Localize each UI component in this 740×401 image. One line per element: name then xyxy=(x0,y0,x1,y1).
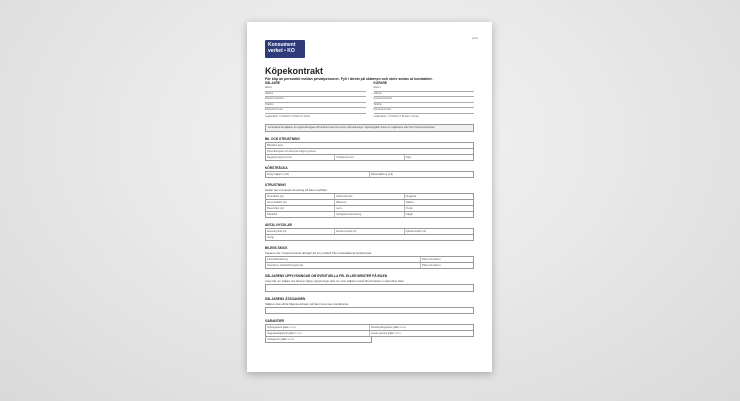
form-row xyxy=(265,256,474,263)
buyer-field[interactable]: Personnummer xyxy=(374,108,475,114)
buyer-field[interactable]: Namn xyxy=(374,86,475,92)
form-row xyxy=(265,263,474,269)
form-cell[interactable]: Mätarställning (mil) xyxy=(371,172,393,176)
form-cell[interactable]: Nybilsgaranti gäller t.o.m. xyxy=(266,325,370,330)
logo-line-1: Konsument xyxy=(268,42,296,48)
seller-heading: SÄLJARE xyxy=(265,81,280,85)
form-cell[interactable]: Enligt säljaren (mil) xyxy=(266,172,370,177)
mileage-heading: KÖRSTRÄCKA xyxy=(265,165,288,170)
form-cell[interactable]: Plats och datum: xyxy=(422,263,442,267)
form-cell[interactable]: Vagnskadegaranti gäller t.o.m. xyxy=(266,331,370,336)
form-cell[interactable]: Registreringsnummer xyxy=(266,155,335,160)
promises-input[interactable] xyxy=(265,307,474,314)
seller-field[interactable]: Personnummer xyxy=(265,108,366,114)
form-cell[interactable]: Bilmärke (typ) xyxy=(267,143,283,147)
form-cell[interactable]: Motorvärmare xyxy=(335,194,404,199)
form-cell[interactable]: Övrigt xyxy=(267,235,274,239)
form-cell[interactable]: Huvudnyckel (st) xyxy=(266,229,335,234)
form-cell[interactable]: Annan garanti gäller t.o.m. xyxy=(371,331,402,335)
seller-field[interactable]: Postnummer/ort xyxy=(265,97,366,103)
form-cell[interactable]: Kontrollbesiktning: xyxy=(266,257,421,262)
form-cell[interactable]: Takräcke xyxy=(266,212,335,217)
form-cell[interactable]: Larm xyxy=(335,206,404,211)
konsumentverket-logo xyxy=(265,40,305,58)
form-row xyxy=(265,171,474,178)
form-row xyxy=(265,228,474,235)
keys-heading: ANTAL NYCKLAR xyxy=(265,222,292,227)
form-cell[interactable]: Takbox xyxy=(405,200,414,204)
buyer-field[interactable]: Postnummer/ort xyxy=(374,97,475,103)
equipment-heading: UTRUSTNING xyxy=(265,182,286,187)
buyer-id-line[interactable]: Legitimation: ☐ Körkort ☐ ID-kort ☐ Annat xyxy=(373,114,419,118)
warranty-heading: GARANTIER xyxy=(265,318,284,323)
page-title: Köpekontrakt xyxy=(265,66,324,76)
form-cell[interactable]: Reservnyckel (st) xyxy=(335,229,404,234)
form-cell[interactable]: Reservhjul (st) xyxy=(266,206,335,211)
vehicle-heading: BIL OCH UTRUSTNING xyxy=(265,136,300,141)
defects-heading: SÄLJARENS UPPLYSNINGAR OM EVENTUELLA FEL ELLER BRISTER PÅ BILEN xyxy=(265,273,388,278)
ownership-notice: Kontrollera att säljaren är registrerad ägare till fordonet samt kör korten på betalningen. Ägaruppgifter finner du i ägarbevis eller hos Transportstyrelsen. xyxy=(265,124,474,132)
buyer-heading: KÖPARE xyxy=(373,81,387,85)
form-cell[interactable]: Kontroll av testbesiktning/ovrigt: xyxy=(266,263,421,268)
seller-id-line[interactable]: Legitimation: ☐ Körkort ☐ ID-kort ☐ Annat xyxy=(265,114,310,118)
form-row xyxy=(265,235,474,241)
form-cell[interactable]: Övrigt xyxy=(405,206,413,210)
form-cell[interactable]: Navigationsutrustning xyxy=(335,212,404,217)
form-cell[interactable]: Sommardäck (st) xyxy=(266,200,335,205)
form-cell[interactable]: Rostskyddsgaranti gäller t.o.m. xyxy=(371,325,407,329)
form-cell[interactable]: Plats och datum: xyxy=(422,257,442,261)
form-cell[interactable]: Fälgar xyxy=(405,212,414,216)
form-row xyxy=(265,324,474,331)
contract-page xyxy=(247,22,492,372)
form-cell[interactable]: Lackgaranti gäller t.o.m. xyxy=(267,337,295,341)
form-row xyxy=(265,212,474,218)
form-row xyxy=(265,155,474,161)
parties-section xyxy=(265,81,474,119)
buyer-block xyxy=(374,81,475,119)
form-cell[interactable]: Vinterdäck (st) xyxy=(266,194,335,199)
form-cell[interactable]: Fjärrkontroller (st) xyxy=(405,229,427,233)
logo-line-2: verket • KO xyxy=(268,48,295,54)
page-number: (1/2) xyxy=(471,36,478,40)
defects-input[interactable] xyxy=(265,284,474,292)
form-row xyxy=(265,142,474,149)
promises-note: Säljaren ska utföra följande arbeten på bilen innan den överlämnas. xyxy=(265,301,349,306)
condition-heading: BILENS SKICK xyxy=(265,245,288,250)
seller-block xyxy=(265,81,366,119)
seller-field[interactable]: Adress xyxy=(265,92,366,98)
seller-field[interactable]: Telefon xyxy=(265,103,366,109)
page-subtitle: För köp av personbil mellan privatpersoner. Fyll i direkt på skärmen och skriv sedan ut kontraktet. xyxy=(265,77,433,81)
form-row xyxy=(265,193,474,200)
form-cell[interactable]: Bilstereo xyxy=(335,200,404,205)
buyer-field[interactable]: Telefon xyxy=(374,103,475,109)
promises-heading: SÄLJARENS ÅTAGANDEN xyxy=(265,296,306,301)
equipment-note: Nedan fast monterad utrustning på bilen medföljer. xyxy=(265,187,328,192)
seller-field[interactable]: Namn xyxy=(265,86,366,92)
defects-note: Ange här om säljare inte lämnar några upplysningar eller om man säljaren nekat till att köparen undersöker bilen. xyxy=(265,278,405,283)
form-cell[interactable]: Tillverkningsår och årsmod enligt reg.bevis xyxy=(267,149,317,153)
buyer-field[interactable]: Adress xyxy=(374,92,475,98)
form-row xyxy=(265,337,372,343)
condition-note: Köparen har i förekommande fall tagit del av protokoll från nedanstående besiktningar: xyxy=(265,250,372,255)
form-cell[interactable]: Färg xyxy=(405,155,411,159)
form-cell[interactable]: Dragkrok xyxy=(405,194,417,198)
form-cell[interactable]: Chassinummer xyxy=(335,155,404,160)
